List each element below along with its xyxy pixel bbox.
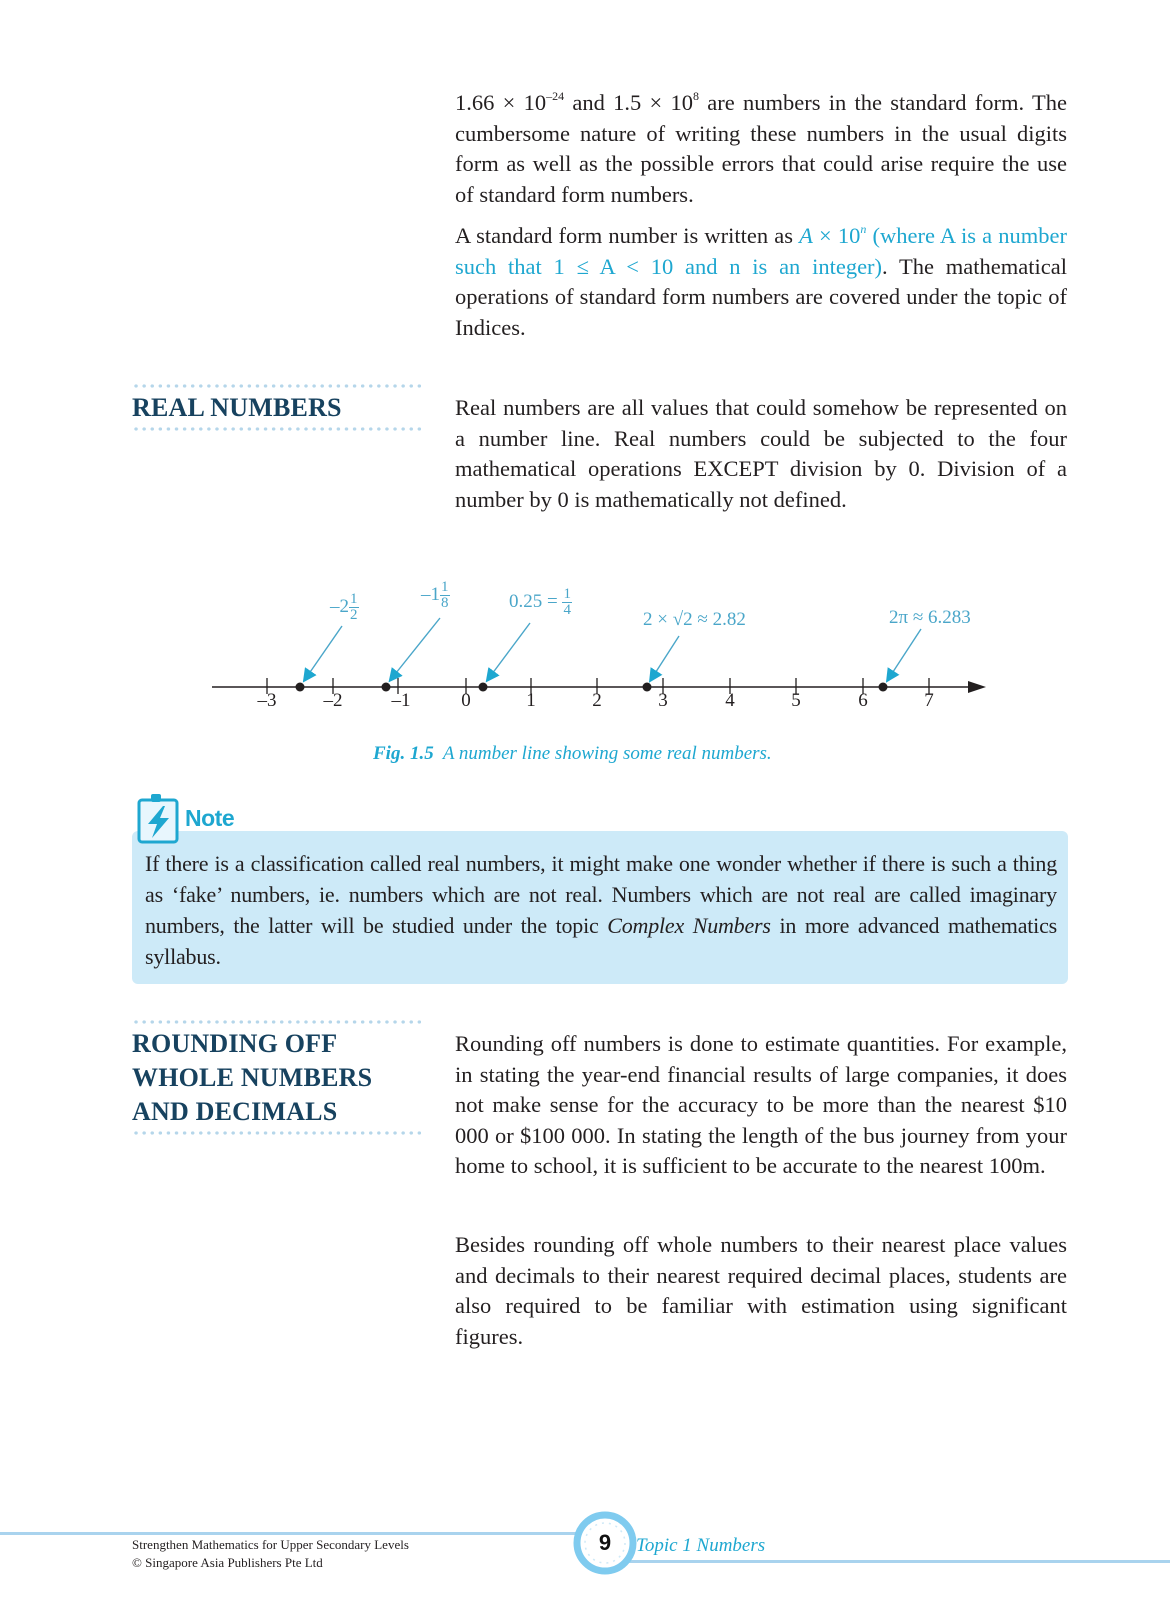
point-label-2-pi: 2π ≈ 6.283 (889, 607, 971, 628)
heading-text: REAL NUMBERS (132, 393, 342, 422)
tick-label: 7 (924, 690, 934, 711)
section-heading-real-numbers (132, 384, 424, 431)
tick-label: 5 (791, 690, 801, 711)
point-label-quarter (509, 587, 572, 618)
point-label-neg-2-half (330, 592, 359, 623)
sf-example-2: and 1.5 × 10 (564, 90, 693, 115)
rounding-paragraph-1 (455, 1029, 1067, 1182)
book-title: Strengthen Mathematics for Upper Secondary Levels (132, 1537, 409, 1552)
paragraph-text: Real numbers are all values that could somehow be represented on a number line. Real numbers could be subjected to the four mathematical operations EXCEPT division by 0. Division of a number by 0 is mathematically not defined. (455, 395, 1067, 512)
fraction (349, 592, 359, 623)
real-numbers-paragraph (455, 393, 1067, 515)
exponent: –24 (546, 88, 565, 103)
denominator: 8 (441, 595, 449, 611)
var-a: A (799, 223, 813, 248)
point-label-neg-1-eighth (421, 580, 450, 611)
dotted-divider (132, 1131, 424, 1135)
tick-label: 3 (658, 690, 668, 711)
tick-label: –3 (257, 690, 277, 711)
denominator: 4 (563, 602, 571, 618)
label-whole: –2 (330, 595, 349, 617)
figure-number: Fig. 1.5 (373, 743, 434, 764)
heading-line: AND DECIMALS (132, 1097, 338, 1126)
intro-paragraph-2 (455, 221, 1067, 343)
intro-text: are numbers in the standard form. The cumbersome nature of writing these numbers in the usual digits form as well as the possible errors that could arise require the use of standard form numbers. (455, 90, 1067, 207)
numerator: 1 (563, 586, 571, 602)
note-text (145, 848, 1057, 972)
tick-label: 4 (725, 690, 735, 711)
footer-credits (132, 1536, 409, 1572)
fraction (440, 580, 450, 611)
note-text-part: If there is a classification called real numbers, it might make one wonder whether if there is such a thing as ‘fake’ numbers, ie. numbers which are not real. Numbers which are not real are called imaginary numbers, the latter will be studied under the topic (145, 851, 1057, 938)
tick-label: 0 (461, 690, 471, 711)
note-label: Note (185, 805, 235, 831)
paragraph-text: Rounding off numbers is done to estimate quantities. For example, in stating the year-end financial results of large companies, it does not make sense for the accuracy to be more than the nearest $10 000 or $100 000. In stating the length of the bus journey from your home to school, it is sufficient to be accurate to the nearest 100m. (455, 1031, 1067, 1178)
copyright: © Singapore Asia Publishers Pte Ltd (132, 1555, 323, 1570)
intro-paragraph-1 (455, 88, 1067, 210)
definition-condition: (where A is a number such that 1 ≤ A < 10 and n is an integer) (455, 223, 1067, 279)
rounding-paragraph-2 (455, 1230, 1067, 1352)
tick-label: 1 (526, 690, 536, 711)
label-whole: –1 (421, 583, 440, 605)
heading-line: WHOLE NUMBERS (132, 1063, 373, 1092)
exponent-n: n (860, 221, 867, 236)
denominator: 2 (350, 607, 358, 623)
topic-label: Topic 1 Numbers (636, 1535, 766, 1556)
section-heading-rounding-off (132, 1020, 424, 1135)
fraction (562, 587, 572, 618)
paragraph-text: Besides rounding off whole numbers to their nearest place values and decimals to their nearest required decimal places, students are also required to be familiar with estimation using significant figures. (455, 1232, 1067, 1349)
dotted-divider (132, 384, 424, 388)
footer-rule-left (0, 1532, 580, 1535)
lightning-note-icon (136, 792, 182, 846)
caption-text: A number line showing some real numbers. (442, 743, 772, 764)
heading-line: ROUNDING OFF (132, 1029, 338, 1058)
dotted-divider (132, 1020, 424, 1024)
times-ten: × 10 (812, 223, 861, 248)
definition-tail: . The mathematical operations of standard form numbers are covered under the topic of Indices. (455, 253, 1067, 340)
sf-example-1: 1.66 × 10 (455, 90, 547, 115)
footer-rule-right (620, 1560, 1170, 1563)
tick-label: 6 (858, 690, 868, 711)
exponent: 8 (693, 88, 699, 103)
numerator: 1 (350, 591, 358, 607)
figure-caption (373, 743, 772, 765)
dotted-divider (132, 427, 424, 431)
tick-label: –2 (323, 690, 343, 711)
label-text: 0.25 = (509, 590, 563, 612)
numerator: 1 (441, 579, 449, 595)
note-topic-italic: Complex Numbers (607, 913, 771, 938)
point-label-2-root-2: 2 × √2 ≈ 2.82 (643, 609, 746, 630)
axis-arrow-icon (968, 681, 986, 693)
tick-label: –1 (391, 690, 411, 711)
tick-label: 2 (592, 690, 602, 711)
definition-lead: A standard form number is written as (455, 223, 800, 248)
page-number: 9 (598, 1530, 612, 1555)
note-text-part: in more advanced mathematics syllabus. (145, 913, 1058, 969)
